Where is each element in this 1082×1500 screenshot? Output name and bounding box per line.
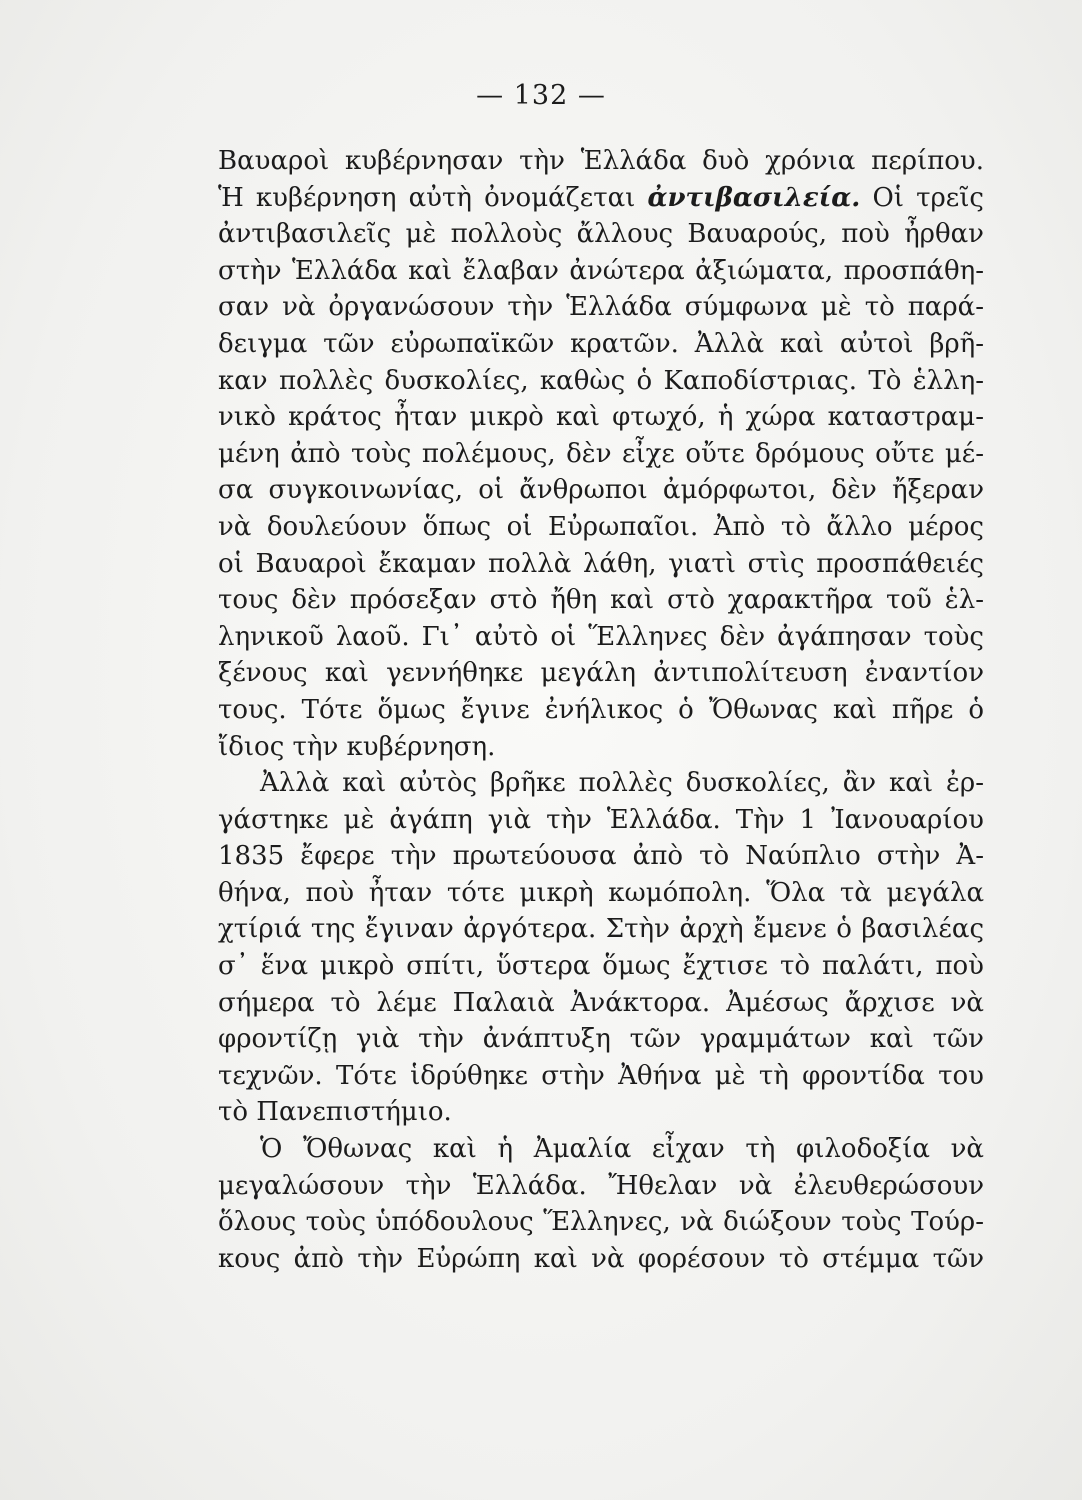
text-line-31: κους ἀπὸ τὴν Εὐρώπη καὶ νὰ φορέσουν τὸ στέμμα τῶν	[218, 1243, 984, 1274]
text-line-3: ἀντιβασιλεῖς μὲ πολλοὺς ἄλλους Βαυαρούς, ποὺ ἦρθαν	[218, 219, 984, 250]
text-line-11: νὰ δουλεύουν ὅπως οἱ Εὐρωπαῖοι. Ἀπὸ τὸ ἄλλο μέρος	[218, 511, 984, 542]
text-line-7: καν πολλὲς δυσκολίες, καθὼς ὁ Καποδίστριας. Τὸ ἑλλη-	[218, 365, 984, 396]
text-line-22: χτίριά της ἔγιναν ἀργότερα. Στὴν ἀρχὴ ἔμενε ὁ βασιλέας	[218, 914, 984, 945]
text-line-14: ληνικοῦ λαοῦ. Γι᾽ αὐτὸ οἱ Ἕλληνες δὲν ἀγάπησαν τοὺς	[218, 621, 984, 652]
text-line-1: Βαυαροὶ κυβέρνησαν τὴν Ἑλλάδα δυὸ χρόνια περίπου.	[218, 146, 984, 176]
text-line-28: Ὁ Ὄθωνας καὶ ἡ Ἀμαλία εἶχαν τὴ φιλοδοξία νὰ	[260, 1134, 984, 1165]
text-line-20: 1835 ἔφερε τὴν πρωτεύουσα ἀπὸ τὸ Ναύπλιο στὴν Ἀ-	[218, 841, 984, 872]
text-line-12: οἱ Βαυαροὶ ἔκαμαν πολλὰ λάθη, γιατὶ στὶς προσπάθειές	[218, 548, 984, 579]
page-number: — 132 —	[476, 80, 606, 111]
text-line-4: στὴν Ἑλλάδα καὶ ἔλαβαν ἀνώτερα ἀξιώματα, προσπάθη-	[218, 255, 984, 286]
text-line-26: τεχνῶν. Τότε ἱδρύθηκε στὴν Ἀθήνα μὲ τὴ φροντίδα του	[218, 1060, 984, 1091]
text-line-15: ξένους καὶ γεννήθηκε μεγάλη ἀντιπολίτευση ἐναντίον	[218, 658, 984, 689]
emphasized-term: ἀντιβασιλεία.	[647, 182, 861, 213]
text-line-25: φροντίζῃ γιὰ τὴν ἀνάπτυξη τῶν γραμμάτων καὶ τῶν	[218, 1024, 984, 1055]
text-line-17: ἴδιος τὴν κυβέρνηση.	[218, 731, 496, 762]
text-line-23: σ᾽ ἕνα μικρὸ σπίτι, ὕστερα ὅμως ἔχτισε τὸ παλάτι, ποὺ	[218, 951, 984, 982]
text-line-18: Ἀλλὰ καὶ αὐτὸς βρῆκε πολλὲς δυσκολίες, ἂν καὶ ἐρ-	[260, 768, 984, 799]
text-line-9: μένη ἀπὸ τοὺς πολέμους, δὲν εἶχε οὔτε δρόμους οὔτε μέ-	[218, 438, 984, 469]
text-line-5: σαν νὰ ὀργανώσουν τὴν Ἑλλάδα σύμφωνα μὲ τὸ παρά-	[218, 292, 984, 323]
text-line-24: σήμερα τὸ λέμε Παλαιὰ Ἀνάκτορα. Ἀμέσως ἄρχισε νὰ	[218, 987, 984, 1018]
text-line-29: μεγαλώσουν τὴν Ἑλλάδα. Ἤθελαν νὰ ἐλευθερώσουν	[218, 1170, 984, 1201]
text-line-2-end: Οἱ τρεῖς	[860, 182, 984, 213]
text-line-8: νικὸ κράτος ἦταν μικρὸ καὶ φτωχό, ἡ χώρα καταστραμ-	[218, 402, 984, 433]
text-line-2	[218, 180, 984, 217]
text-line-13: τους δὲν πρόσεξαν στὸ ἤθη καὶ στὸ χαρακτῆρα τοῦ ἑλ-	[218, 585, 984, 616]
text-line-6: δειγμα τῶν εὐρωπαϊκῶν κρατῶν. Ἀλλὰ καὶ αὐτοὶ βρῆ-	[218, 328, 984, 359]
text-line-19: γάστηκε μὲ ἀγάπη γιὰ τὴν Ἑλλάδα. Τὴν 1 Ἰανουαρίου	[218, 804, 984, 835]
body-text	[218, 143, 984, 1277]
text-line-30: ὅλους τοὺς ὑπόδουλους Ἕλληνες, νὰ διώξουν τοὺς Τούρ-	[218, 1207, 984, 1238]
text-line-27: τὸ Πανεπιστήμιο.	[218, 1097, 452, 1128]
text-line-10: σα συγκοινωνίας, οἱ ἄνθρωποι ἀμόρφωτοι, δὲν ἤξεραν	[218, 475, 984, 506]
text-line-16: τους. Τότε ὅμως ἔγινε ἐνήλικος ὁ Ὄθωνας καὶ πῆρε ὁ	[218, 694, 984, 725]
text-line-2-start: Ἡ κυβέρνηση αὐτὴ ὀνομάζεται	[218, 182, 648, 213]
text-line-21: θήνα, ποὺ ἦταν τότε μικρὴ κωμόπολη. Ὅλα τὰ μεγάλα	[218, 877, 984, 908]
